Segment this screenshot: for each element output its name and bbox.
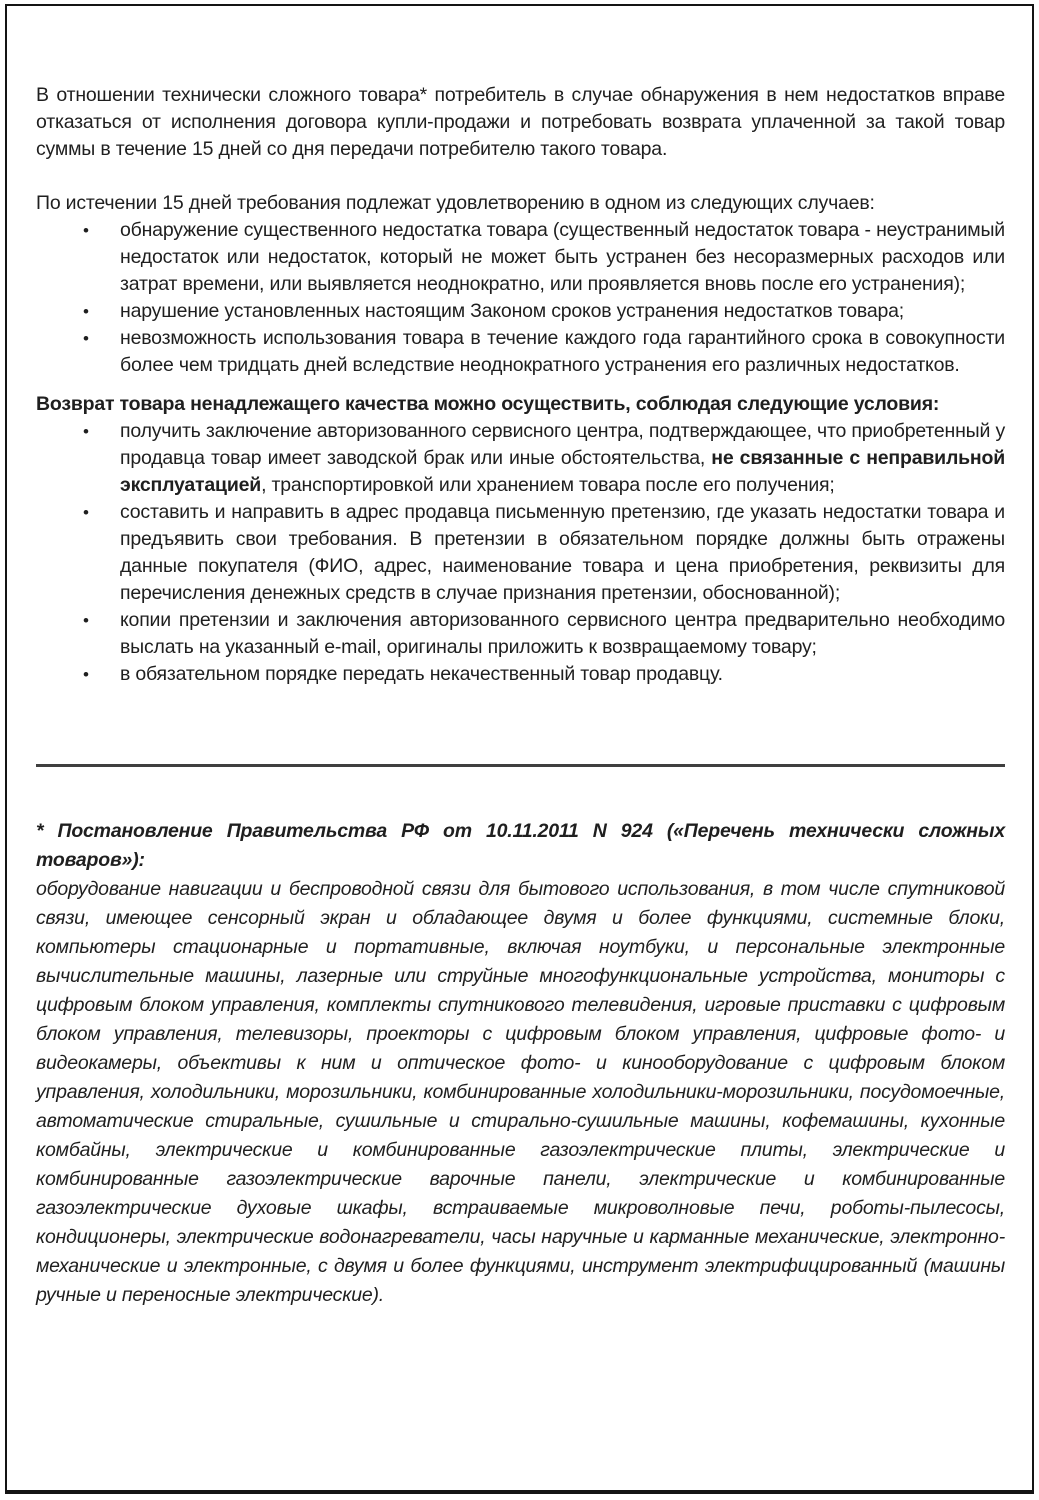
bullet-icon: • [83,302,89,321]
list-item [83,298,1005,325]
intro-paragraph: В отношении технически сложного товара* потребитель в случае обнаружения в нем недостатков вправе отказаться от исполнения договора купли-продажи и потребовать возврата уплаченной за такой товар суммы в течение 15 дней со дня передачи потребителю такого товара. [36,84,1005,160]
bullet-icon: • [83,221,89,240]
text-segment-bold: не связанные с неправильной эксплуатацией [120,447,1005,496]
cases-lead-paragraph: По истечении 15 дней требования подлежат удовлетворению в одном из следующих случаев: [36,192,875,214]
bullet-icon: • [83,422,89,441]
list-item [83,325,1005,379]
list-item-text: невозможность использования товара в течение каждого года гарантийного срока в совокупности более чем тридцать дней вследствие неоднократного устранения его различных недостатков. [120,327,1005,376]
footnote-divider [36,764,1005,767]
list-item-text: в обязательном порядке передать некачественный товар продавцу. [120,663,723,685]
document-page [5,4,1034,1494]
conditions-list [36,418,1005,688]
list-item-text: составить и направить в адрес продавца письменную претензию, где указать недостатки товара и предъявить свои требования. В претензии в обязательном порядке должны быть отражены данные покупателя (ФИО, адрес, наименование товара и цена приобретения, реквизиты для перечисления денежных средств в случае признания претензии, обоснованной); [120,501,1005,604]
bullet-icon: • [83,611,89,630]
list-item [83,499,1005,607]
return-conditions-heading: Возврат товара ненадлежащего качества можно осуществить, соблюдая следующие условия: [36,393,940,415]
list-item [83,607,1005,661]
list-item-text: нарушение установленных настоящим Законом сроков устранения недостатков товара; [120,300,905,322]
list-item-text: обнаружение существенного недостатка товара (существенный недостаток товара - неустранимый недостаток или недостаток, который не может быть устранен без несоразмерных расходов или затрат времени, или выявляется неоднократно, или проявляется вновь после его устранения); [120,219,1005,295]
bullet-icon: • [83,503,89,522]
bullet-icon: • [83,329,89,348]
list-item [83,661,1005,688]
list-item [83,418,1005,499]
text-segment: получить заключение авторизованного сервисного центра, подтверждающее, что приобретенный у продавца товар имеет заводской брак или иные обстоятельства, [120,420,1005,469]
bullet-icon: • [83,665,89,684]
footnote-body: оборудование навигации и беспроводной связи для бытового использования, в том числе спутниковой связи, имеющее сенсорный экран и обладающее двумя и более функциями, системные блоки, компьютеры стационарные и портативные, включая ноутбуки, и персональные электронные вычислительные машины, лазерные или струйные многофункциональные устройства, мониторы с цифровым блоком управления, комплекты спутникового телевидения, игровые приставки с цифровым блоком управления, телевизоры, проекторы с цифровым блоком управления, цифровые фото- и видеокамеры, объективы к ним и оптическое фото- и кинооборудование с цифровым блоком управления, холодильники, морозильники, комбинированные холодильники-морозильники, посудомоечные, автоматические стиральные, сушильные и стирально-сушильные машины, кофемашины, кухонные комбайны, электрические и комбинированные газоэлектрические плиты, электрические и комбинированные газоэлектрические варочные панели, электрические и комбинированные газоэлектрические духовые шкафы, встраиваемые микроволновые печи, роботы-пылесосы, кондиционеры, электрические водонагреватели, часы наручные и карманные механические, электронно-механические и электронные, с двумя и более функциями, инструмент электрифицированный (машины ручные и переносные электрические). [36,878,1005,1306]
list-item-text [120,418,1005,499]
list-item [83,217,1005,298]
list-item-text: копии претензии и заключения авторизованного сервисного центра предварительно необходимо выслать на указанный e-mail, оригиналы приложить к возвращаемому товару; [120,609,1005,658]
footnote-title: * Постановление Правительства РФ от 10.11.2011 N 924 («Перечень технически сложных товаров»): [36,820,1005,871]
cases-list [36,217,1005,379]
text-segment: , транспортировкой или хранением товара после его получения; [261,474,835,496]
